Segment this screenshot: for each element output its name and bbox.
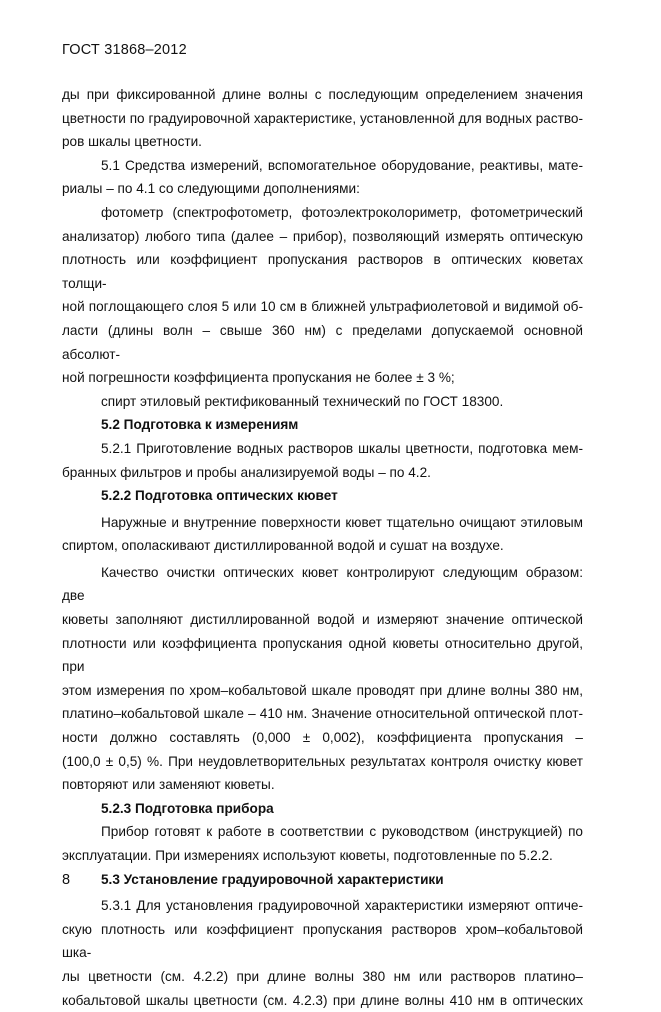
paragraph-5-2-1-line: бранных фильтров и пробы анализируемой воды – по 4.2. — [62, 464, 431, 480]
equipment-line: фотометр (спектрофотометр, фотоэлектроколориметр, фотометрический — [101, 204, 583, 220]
equipment-line: анализатор) любого типа (далее – прибор), позволяющий измерять оптическую — [62, 228, 583, 244]
page-number: 8 — [62, 872, 71, 888]
section-heading-5-2-2: 5.2.2 Подготовка оптических кювет — [101, 488, 338, 504]
document-body — [62, 83, 583, 1012]
quality-control-line: ности должно составлять (0,000 ± 0,002), коэффициента пропускания – — [62, 730, 583, 746]
text-line: ров шкалы цветности. — [62, 134, 202, 150]
page-header: ГОСТ 31868–2012 — [62, 42, 187, 58]
instrument-prep-line: Прибор готовят к работе в соответствии с руководством (инструкцией) по — [101, 824, 583, 840]
calibration-line: кобальтовой шкалы цветности (см. 4.2.3) при длине волны 410 нм в оптических — [62, 992, 583, 1008]
calibration-line: лы цветности (см. 4.2.2) при длине волны 380 нм или растворов платино– — [62, 968, 583, 984]
quality-control-line: этом измерения по хром–кобальтовой шкале проводят при длине волны 380 нм, — [62, 682, 583, 698]
quality-control-line: повторяют или заменяют кюветы. — [62, 777, 275, 793]
text-line: ды при фиксированной длине волны с последующим определением значения — [62, 87, 583, 102]
section-heading-5-3: 5.3 Установление градуировочной характеристики — [101, 871, 444, 887]
instrument-prep-line: эксплуатации. При измерениях используют кюветы, подготовленные по 5.2.2. — [62, 848, 553, 863]
section-heading-5-2-3: 5.2.3 Подготовка прибора — [101, 800, 274, 816]
paragraph-5-2-1-line: 5.2.1 Приготовление водных растворов шкалы цветности, подготовка мем- — [101, 440, 583, 456]
quality-control-line: плотности или коэффициента пропускания одной кюветы относительно другой, при — [62, 635, 583, 675]
paragraph-5-1-line: 5.1 Средства измерений, вспомогательное оборудование, реактивы, мате- — [101, 157, 583, 173]
calibration-line: скую плотность или коэффициент пропускания растворов хром–кобальтовой шка- — [62, 921, 583, 961]
cleaning-line: Наружные и внутренние поверхности кювет тщательно очищают этиловым — [101, 514, 583, 530]
cleaning-line: спиртом, ополаскивают дистиллированной водой и сушат на воздухе. — [62, 538, 504, 554]
paragraph-5-1-line: риалы – по 4.1 со следующими дополнениями: — [62, 181, 360, 197]
equipment-line: ной поглощающего слоя 5 или 10 см в ближней ультрафиолетовой и видимой об- — [62, 299, 583, 315]
quality-control-line: кюветы заполняют дистиллированной водой и измеряют значение оптической — [62, 612, 583, 628]
quality-control-line: Качество очистки оптических кювет контролируют следующим образом: две — [62, 564, 583, 604]
text-line: цветности по градуировочной характеристике, установленной для водных раство- — [62, 110, 583, 126]
section-heading-5-2: 5.2 Подготовка к измерениям — [101, 417, 299, 433]
quality-control-line: (100,0 ± 0,5) %. При неудовлетворительных результатах контроля очистку кювет — [62, 753, 583, 769]
calibration-line: 5.3.1 Для установления градуировочной характеристики измеряют оптиче- — [101, 898, 583, 914]
equipment-line: ной погрешности коэффициента пропускания не более ± 3 %; — [62, 370, 455, 386]
equipment-line: плотность или коэффициент пропускания растворов в оптических кюветах толщи- — [62, 252, 583, 291]
quality-control-line: платино–кобальтовой шкале – 410 нм. Значение относительной оптической плот- — [62, 706, 583, 722]
equipment-line: ласти (длины волн – свыше 360 нм) с пределами допускаемой основной абсолют- — [62, 322, 583, 362]
reagent-line: спирт этиловый ректификованный технический по ГОСТ 18300. — [101, 393, 504, 409]
